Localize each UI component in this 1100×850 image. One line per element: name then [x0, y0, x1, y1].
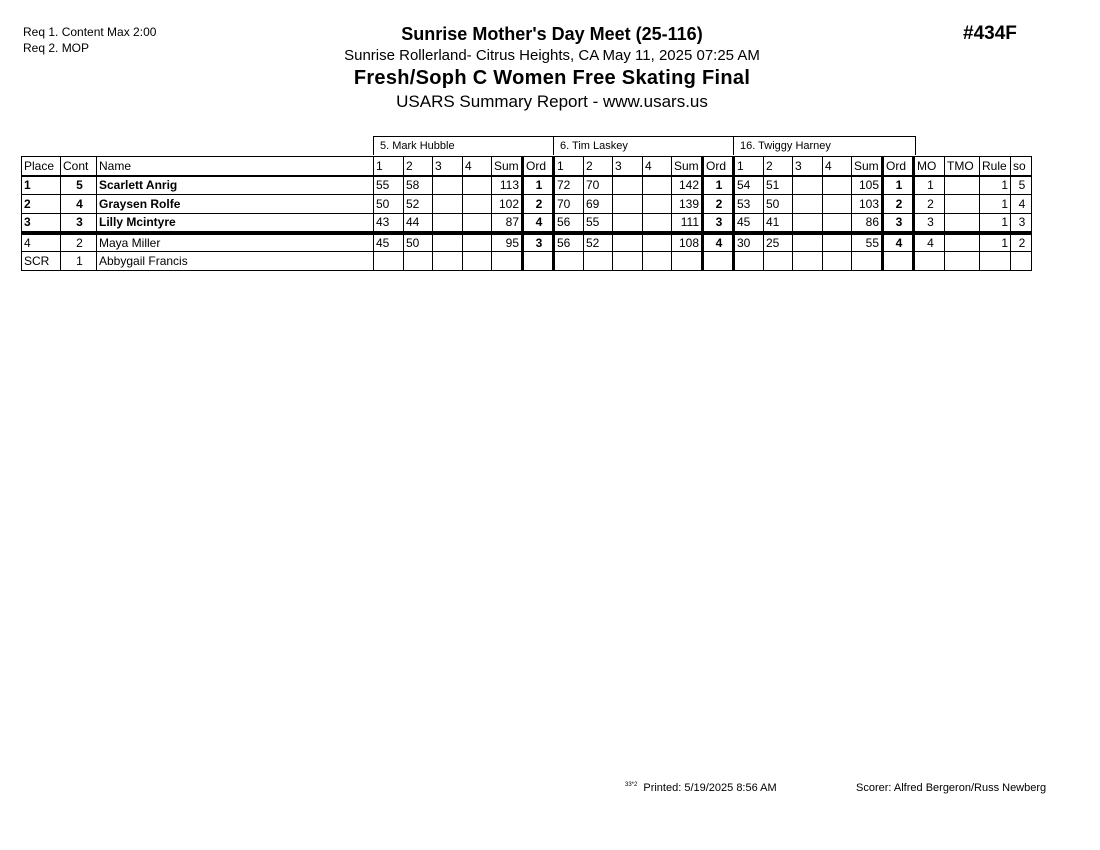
judge-2-score-5: 142 [672, 176, 703, 195]
judge-3-score-3 [793, 195, 823, 214]
col-j2-2: 2 [584, 157, 613, 176]
table-row [22, 195, 1032, 214]
judge-2-score-3 [613, 176, 643, 195]
meet-location: Sunrise Rollerland- Citrus Heights, CA May 11, 2025 07:25 AM [344, 47, 760, 64]
cont-cell: 2 [61, 233, 97, 252]
col-so: so [1011, 157, 1032, 176]
report-header [300, 22, 804, 113]
judge-3-score-6: 3 [883, 214, 914, 233]
judge-1-score-5 [492, 252, 523, 271]
judge-1-score-3 [433, 176, 463, 195]
judge-2-score-5: 108 [672, 233, 703, 252]
tmo-cell [945, 176, 980, 195]
judge-2-score-2: 69 [584, 195, 613, 214]
judge-2-score-6 [703, 252, 734, 271]
judge-2-score-6: 2 [703, 195, 734, 214]
judge-3-score-2: 25 [764, 233, 793, 252]
judge-header-3: 16. Twiggy Harney [733, 136, 916, 155]
judge-3-score-3 [793, 214, 823, 233]
judge-2-score-2: 52 [584, 233, 613, 252]
judge-1-score-4 [463, 214, 492, 233]
col-mo: MO [914, 157, 945, 176]
col-name: Name [97, 157, 374, 176]
place-cell: 4 [22, 233, 61, 252]
col-j3-4: 4 [823, 157, 852, 176]
judge-1-score-4 [463, 233, 492, 252]
judge-1-score-6 [523, 252, 554, 271]
judge-3-score-3 [793, 252, 823, 271]
judge-1-score-1: 43 [374, 214, 404, 233]
place-cell: 3 [22, 214, 61, 233]
printed-date: Printed: 5/19/2025 8:56 AM [643, 782, 777, 794]
judge-header-2: 6. Tim Laskey [553, 136, 734, 155]
judge-2-score-2 [584, 252, 613, 271]
results-body [22, 176, 1032, 271]
table-row [22, 176, 1032, 195]
col-j2-4: 4 [643, 157, 672, 176]
col-j2-sum: Sum [672, 157, 703, 176]
tmo-cell [945, 233, 980, 252]
judge-1-score-1 [374, 252, 404, 271]
judge-1-score-1: 50 [374, 195, 404, 214]
judge-3-score-2: 50 [764, 195, 793, 214]
col-j2-3: 3 [613, 157, 643, 176]
cont-cell: 5 [61, 176, 97, 195]
judge-2-score-2: 70 [584, 176, 613, 195]
col-j2-ord: Ord [703, 157, 734, 176]
judge-3-score-6 [883, 252, 914, 271]
judge-2-score-5: 111 [672, 214, 703, 233]
judge-3-score-5 [852, 252, 883, 271]
col-j1-ord: Ord [523, 157, 554, 176]
judge-3-score-2: 51 [764, 176, 793, 195]
judge-2-score-3 [613, 195, 643, 214]
judge-3-score-5: 55 [852, 233, 883, 252]
judge-2-score-3 [613, 252, 643, 271]
judge-2-score-6: 4 [703, 233, 734, 252]
requirement-1: Req 1. Content Max 2:00 [23, 25, 157, 39]
judge-1-score-6: 2 [523, 195, 554, 214]
col-cont: Cont [61, 157, 97, 176]
judge-2-score-2: 55 [584, 214, 613, 233]
judge-3-score-4 [823, 252, 852, 271]
report-title: USARS Summary Report - www.usars.us [396, 92, 708, 111]
judge-header-1: 5. Mark Hubble [373, 136, 554, 155]
judge-1-score-3 [433, 252, 463, 271]
table-row [22, 233, 1032, 252]
skater-name: Graysen Rolfe [97, 195, 374, 214]
judge-2-score-4 [643, 214, 672, 233]
col-j3-sum: Sum [852, 157, 883, 176]
place-cell: 1 [22, 176, 61, 195]
tmo-cell [945, 214, 980, 233]
so-cell: 3 [1011, 214, 1032, 233]
cont-cell: 1 [61, 252, 97, 271]
judge-1-score-4 [463, 252, 492, 271]
col-j3-2: 2 [764, 157, 793, 176]
judge-3-score-3 [793, 233, 823, 252]
judge-1-score-4 [463, 176, 492, 195]
col-place: Place [22, 157, 61, 176]
judge-3-score-6: 2 [883, 195, 914, 214]
col-j3-1: 1 [734, 157, 764, 176]
judge-3-score-1 [734, 252, 764, 271]
judge-2-score-6: 3 [703, 214, 734, 233]
judge-2-score-1: 56 [554, 233, 584, 252]
judge-1-score-5: 95 [492, 233, 523, 252]
col-j1-2: 2 [404, 157, 433, 176]
judge-2-score-6: 1 [703, 176, 734, 195]
mo-cell: 1 [914, 176, 945, 195]
judge-3-score-5: 86 [852, 214, 883, 233]
mo-cell [914, 252, 945, 271]
judge-2-score-4 [643, 176, 672, 195]
judge-1-score-3 [433, 233, 463, 252]
printed-info [625, 782, 777, 794]
table-row [22, 252, 1032, 271]
col-j1-sum: Sum [492, 157, 523, 176]
judge-1-score-1: 45 [374, 233, 404, 252]
judge-3-score-4 [823, 176, 852, 195]
judge-2-score-4 [643, 252, 672, 271]
judge-3-score-5: 103 [852, 195, 883, 214]
so-cell [1011, 252, 1032, 271]
judge-3-score-6: 1 [883, 176, 914, 195]
judge-3-score-4 [823, 214, 852, 233]
mo-cell: 3 [914, 214, 945, 233]
judge-1-score-2 [404, 252, 433, 271]
col-j3-3: 3 [793, 157, 823, 176]
cont-cell: 3 [61, 214, 97, 233]
judge-2-score-1 [554, 252, 584, 271]
judge-1-score-5: 87 [492, 214, 523, 233]
judge-1-score-3 [433, 214, 463, 233]
mo-cell: 4 [914, 233, 945, 252]
requirements [23, 24, 156, 56]
judge-2-score-5 [672, 252, 703, 271]
col-j1-3: 3 [433, 157, 463, 176]
judge-1-score-4 [463, 195, 492, 214]
judge-2-score-1: 56 [554, 214, 584, 233]
judge-1-score-2: 50 [404, 233, 433, 252]
judge-1-score-6: 3 [523, 233, 554, 252]
rule-cell: 1 [980, 195, 1011, 214]
judge-3-score-4 [823, 233, 852, 252]
col-rule: Rule [980, 157, 1011, 176]
rule-cell: 1 [980, 233, 1011, 252]
rule-cell: 1 [980, 176, 1011, 195]
scorer-info: Scorer: Alfred Bergeron/Russ Newberg [856, 782, 1047, 794]
tmo-cell [945, 252, 980, 271]
judge-1-score-5: 113 [492, 176, 523, 195]
so-cell: 2 [1011, 233, 1032, 252]
skater-name: Maya Miller [97, 233, 374, 252]
judge-3-score-1: 30 [734, 233, 764, 252]
judge-3-score-2 [764, 252, 793, 271]
rule-cell: 1 [980, 214, 1011, 233]
judge-2-score-4 [643, 195, 672, 214]
judge-3-score-3 [793, 176, 823, 195]
header-row [22, 157, 1032, 176]
judge-3-score-5: 105 [852, 176, 883, 195]
judge-1-score-2: 58 [404, 176, 433, 195]
results-table [21, 156, 1032, 271]
event-number: #434F [963, 23, 1017, 44]
col-j2-1: 1 [554, 157, 584, 176]
judge-2-score-1: 70 [554, 195, 584, 214]
page-code: 33*2 [625, 782, 638, 788]
mo-cell: 2 [914, 195, 945, 214]
place-cell: SCR [22, 252, 61, 271]
rule-cell [980, 252, 1011, 271]
judge-2-score-3 [613, 233, 643, 252]
table-row [22, 214, 1032, 233]
judge-3-score-4 [823, 195, 852, 214]
judge-1-score-1: 55 [374, 176, 404, 195]
col-j1-1: 1 [374, 157, 404, 176]
judge-1-score-2: 52 [404, 195, 433, 214]
judge-3-score-6: 4 [883, 233, 914, 252]
meet-title: Sunrise Mother's Day Meet (25-116) [401, 24, 703, 44]
judge-1-score-2: 44 [404, 214, 433, 233]
judge-1-score-6: 4 [523, 214, 554, 233]
judge-3-score-2: 41 [764, 214, 793, 233]
judge-3-score-1: 53 [734, 195, 764, 214]
tmo-cell [945, 195, 980, 214]
requirement-2: Req 2. MOP [23, 41, 90, 55]
so-cell: 4 [1011, 195, 1032, 214]
judge-2-score-3 [613, 214, 643, 233]
judge-1-score-5: 102 [492, 195, 523, 214]
skater-name: Abbygail Francis [97, 252, 374, 271]
place-cell: 2 [22, 195, 61, 214]
judge-2-score-4 [643, 233, 672, 252]
judge-2-score-1: 72 [554, 176, 584, 195]
judge-1-score-6: 1 [523, 176, 554, 195]
col-j3-ord: Ord [883, 157, 914, 176]
judge-1-score-3 [433, 195, 463, 214]
col-j1-4: 4 [463, 157, 492, 176]
col-tmo: TMO [945, 157, 980, 176]
skater-name: Scarlett Anrig [97, 176, 374, 195]
judge-3-score-1: 54 [734, 176, 764, 195]
cont-cell: 4 [61, 195, 97, 214]
skater-name: Lilly Mcintyre [97, 214, 374, 233]
event-title: Fresh/Soph C Women Free Skating Final [353, 67, 751, 89]
judge-2-score-5: 139 [672, 195, 703, 214]
judge-3-score-1: 45 [734, 214, 764, 233]
so-cell: 5 [1011, 176, 1032, 195]
